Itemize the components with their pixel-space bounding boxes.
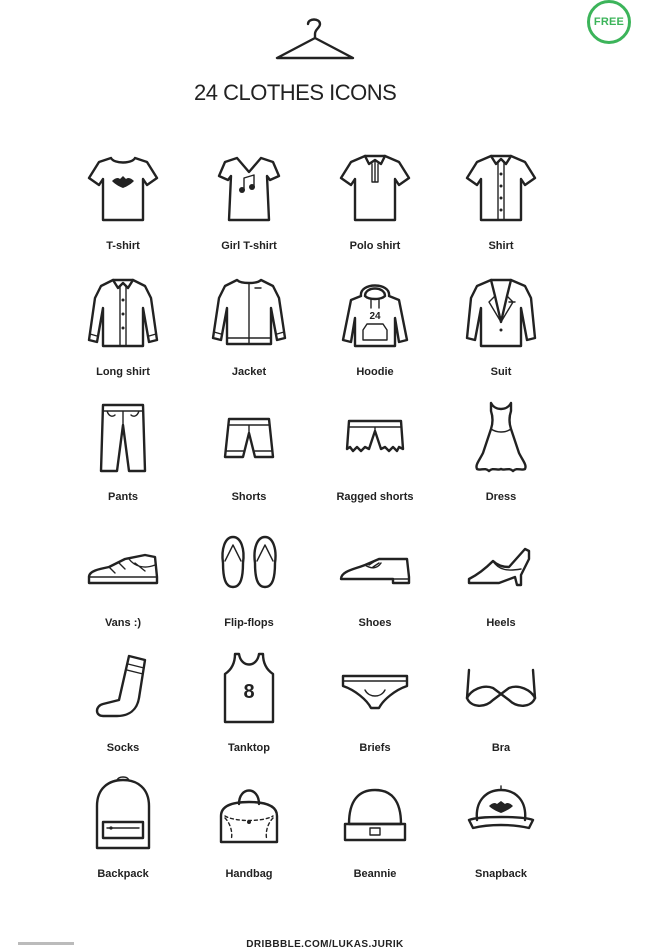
icon-cell-tshirt bbox=[60, 148, 186, 274]
hoodie-print: 24 bbox=[369, 310, 381, 322]
shorts-icon bbox=[211, 399, 287, 479]
socks-icon bbox=[85, 650, 161, 730]
handbag-icon bbox=[211, 776, 287, 856]
icon-label: Shorts bbox=[231, 491, 267, 503]
tanktop-print: 8 bbox=[243, 681, 255, 703]
heels-icon bbox=[463, 525, 539, 605]
icon-label: Snapback bbox=[475, 867, 527, 880]
suit-icon bbox=[463, 274, 539, 354]
icon-cell-socks bbox=[60, 650, 186, 776]
icon-cell-briefs bbox=[312, 650, 438, 776]
icon-label: Backpack bbox=[97, 867, 149, 880]
icon-label: Long shirt bbox=[96, 365, 150, 378]
icon-cell-shirt bbox=[438, 148, 564, 274]
pants-icon bbox=[85, 399, 161, 479]
bra-icon bbox=[463, 650, 539, 730]
tshirt-icon bbox=[85, 148, 161, 228]
icon-cell-pants bbox=[60, 399, 186, 525]
icon-label: Ragged shorts bbox=[336, 491, 414, 503]
icon-cell-beanie bbox=[312, 776, 438, 902]
icon-label: Hoodie bbox=[356, 365, 394, 378]
hanger-icon bbox=[272, 16, 358, 64]
icon-label: Jacket bbox=[231, 365, 267, 378]
icon-label: Girl T-shirt bbox=[221, 240, 277, 252]
icon-label: T-shirt bbox=[106, 240, 140, 252]
snapback-icon bbox=[463, 776, 539, 856]
icon-label: Polo shirt bbox=[349, 240, 401, 252]
icon-cell-long-shirt bbox=[60, 274, 186, 400]
backpack-icon bbox=[85, 776, 161, 856]
icon-cell-suit bbox=[438, 274, 564, 400]
icon-label: Handbag bbox=[225, 867, 273, 880]
icon-label: Shirt bbox=[488, 240, 514, 252]
icon-label: Vans :) bbox=[104, 616, 142, 629]
shirt-icon bbox=[463, 148, 539, 228]
icon-label: Shoes bbox=[358, 616, 392, 629]
icon-cell-flip-flops bbox=[186, 525, 312, 651]
icon-label: Socks bbox=[106, 742, 140, 754]
icon-cell-girl-tshirt bbox=[186, 148, 312, 274]
briefs-icon bbox=[337, 650, 413, 730]
free-badge-label: FREE bbox=[593, 16, 625, 28]
icon-label: Tanktop bbox=[228, 742, 270, 754]
tanktop-icon bbox=[211, 650, 287, 730]
icon-cell-snapback bbox=[438, 776, 564, 902]
dress-icon bbox=[463, 399, 539, 479]
shoes-icon bbox=[337, 525, 413, 605]
vans-icon bbox=[85, 525, 161, 605]
icon-label: Briefs bbox=[359, 742, 391, 754]
icon-cell-ragged-shorts bbox=[312, 399, 438, 525]
icon-cell-shorts bbox=[186, 399, 312, 525]
icon-label: Dress bbox=[485, 491, 517, 503]
icon-label: Flip-flops bbox=[224, 616, 274, 629]
icon-label: Pants bbox=[108, 491, 138, 503]
icon-cell-jacket bbox=[186, 274, 312, 400]
icon-cell-dress bbox=[438, 399, 564, 525]
icon-cell-hoodie bbox=[312, 274, 438, 400]
icon-label: Heels bbox=[486, 616, 516, 629]
page-title: 24 CLOTHES ICONS bbox=[194, 80, 397, 105]
hoodie-icon bbox=[337, 274, 413, 354]
icon-cell-bra bbox=[438, 650, 564, 776]
icon-grid bbox=[60, 148, 564, 901]
ragged-shorts-icon bbox=[337, 399, 413, 479]
icon-cell-shoes bbox=[312, 525, 438, 651]
icon-cell-vans bbox=[60, 525, 186, 651]
jacket-icon bbox=[211, 274, 287, 354]
footer-credit: DRIBBBLE.COM/LUKAS.JURIK bbox=[246, 939, 404, 950]
long-shirt-icon bbox=[85, 274, 161, 354]
icon-cell-handbag bbox=[186, 776, 312, 902]
polo-shirt-icon bbox=[337, 148, 413, 228]
icon-cell-tanktop bbox=[186, 650, 312, 776]
icon-label: Bra bbox=[491, 742, 511, 754]
icon-cell-polo-shirt bbox=[312, 148, 438, 274]
free-badge bbox=[587, 0, 631, 44]
girl-tshirt-icon bbox=[211, 148, 287, 228]
beanie-icon bbox=[337, 776, 413, 856]
icon-cell-backpack bbox=[60, 776, 186, 902]
icon-cell-heels bbox=[438, 525, 564, 651]
icon-label: Suit bbox=[490, 365, 512, 378]
flip-flops-icon bbox=[211, 525, 287, 605]
icon-label: Beannie bbox=[353, 867, 397, 880]
